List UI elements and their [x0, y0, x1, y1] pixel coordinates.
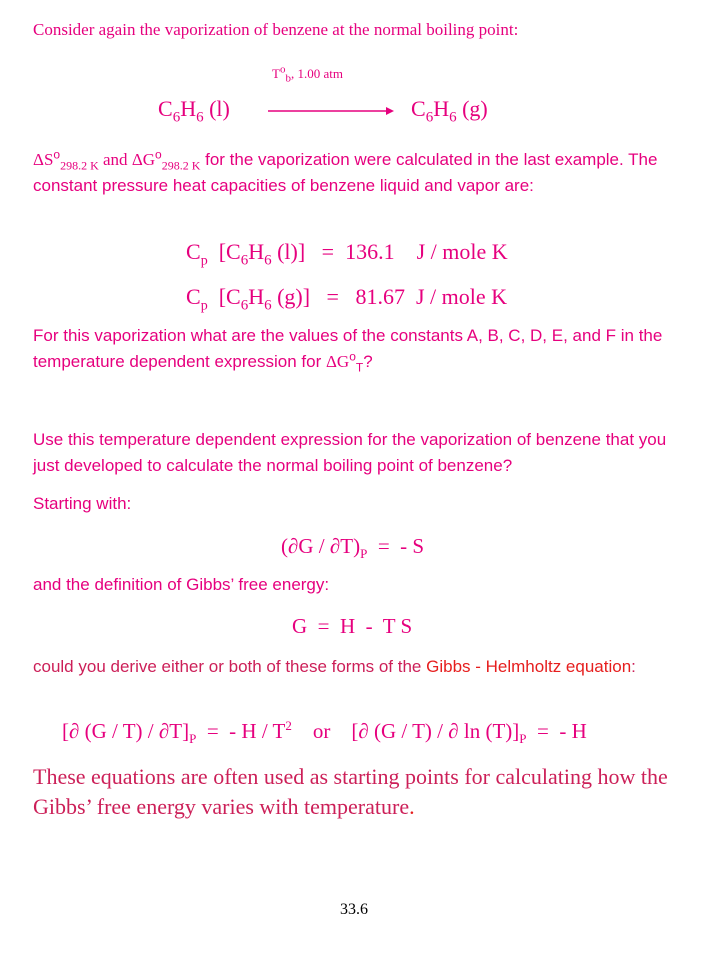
- starting-with-text: Starting with:: [33, 494, 132, 513]
- intro-text: Consider again the vaporization of benzene at the normal boiling point:: [33, 20, 519, 39]
- paragraph-constants-question: For this vaporization what are the values of the constants A, B, C, D, E, and F in the temperature dependent expression for $\Delta G^o_T$?: [33, 326, 663, 374]
- paragraph-boiling-point-question: Use this temperature dependent expression for the vaporization of benzene that you just developed to calculate the normal boiling point of benzene?: [33, 430, 667, 476]
- reactant-benzene-liquid: $C_6H_6$ (l): [158, 96, 230, 126]
- reaction-condition: $T^o_b$, 1.00 atm: [272, 63, 343, 85]
- gibbs-equation: G = H - T S: [292, 614, 413, 638]
- gibbs-definition-text: and the definition of Gibbs’ free energy:: [33, 575, 330, 594]
- paragraph-entropy-gibbs: $\Delta S^o_{298.2 K}$ and $\Delta G^o_{298.2 K}$ for the vaporization were calculated in the last example. The constant pressure heat capacities of benzene liquid and vapor are:: [33, 147, 658, 196]
- cp-liquid-equation: $C_p$ [$C_6H_6$ (l)] = 136.1 J / mole K: [186, 239, 508, 269]
- closing-paragraph: These equations are often used as starting points for calculating how the Gibbs’ free energy varies with temperature.: [33, 764, 668, 819]
- entropy-derivative-equation: $(\partial G / \partial T)_P$ = - S: [281, 534, 425, 562]
- paragraph-derive: could you derive either or both of these forms of the Gibbs - Helmholtz equation:: [33, 657, 636, 676]
- product-benzene-gas: $C_6H_6$ (g): [411, 96, 488, 126]
- cp-gas-equation: $C_p$ [$C_6H_6$ (g)] = 81.67 J / mole K: [186, 284, 508, 314]
- page-number: 33.6: [340, 901, 368, 918]
- reaction-arrow: [268, 104, 394, 118]
- gibbs-helmholtz-equations: [∂ $(G / T) / \partial T]_P$ = - H / $T^2$ or [∂ (G / T) / ∂ $\ln (T)]_P$ = - H: [62, 718, 587, 747]
